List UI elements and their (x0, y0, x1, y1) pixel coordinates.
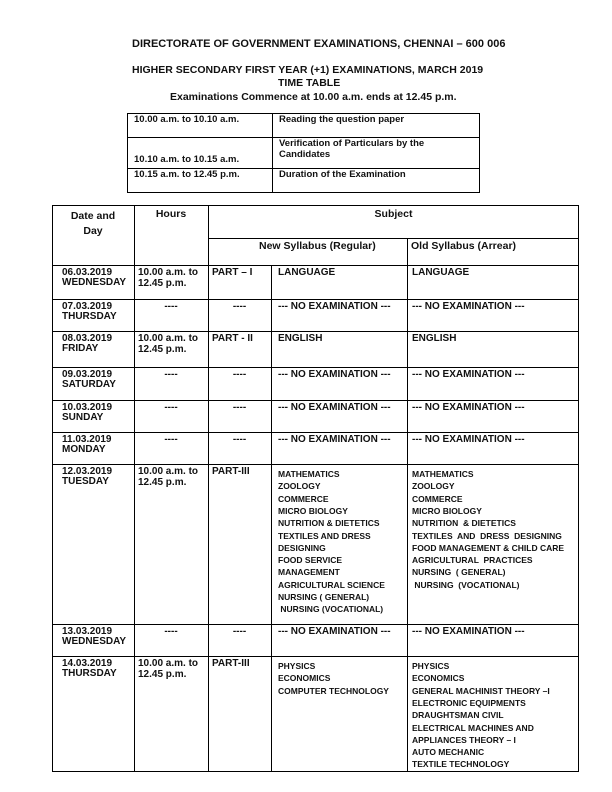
new-subject-item: PHYSICS (278, 661, 316, 671)
row-date: 07.03.2019 (62, 301, 113, 312)
header-hours: Hours (155, 208, 187, 220)
row-old-subject: --- NO EXAMINATION --- (412, 626, 525, 637)
row-part: PART-III (212, 658, 250, 669)
new-subject-item: NUTRITION & DIETETICS (278, 518, 380, 529)
header-title: DIRECTORATE OF GOVERNMENT EXAMINATIONS, CHENNAI – 600 006 (132, 38, 506, 50)
row-old-subject: --- NO EXAMINATION --- (412, 301, 525, 312)
old-subject-item: NUTRITION & DIETETICS (412, 518, 516, 529)
row-day: SUNDAY (62, 412, 104, 423)
timing-time: 10.00 a.m. to 10.10 a.m. (128, 114, 273, 138)
old-subject-item: ECONOMICS (412, 673, 465, 684)
row-date: 13.03.2019 (62, 626, 113, 637)
row-new-subject: --- NO EXAMINATION --- (278, 434, 391, 445)
row-hours: 10.00 a.m. to 12.45 p.m. (138, 267, 199, 289)
row-part: PART – I (212, 267, 253, 278)
row-old-subject: --- NO EXAMINATION --- (412, 369, 525, 380)
new-subject-item: AGRICULTURAL SCIENCE (278, 579, 385, 590)
row-new-subject: LANGUAGE (278, 267, 336, 278)
row-part: ---- (232, 369, 247, 380)
new-subject-item: ZOOLOGY (278, 481, 321, 492)
row-day: WEDNESDAY (62, 636, 127, 647)
old-subject-item: FOOD MANAGEMENT & CHILD CARE (412, 542, 565, 553)
row-part: ---- (232, 434, 247, 445)
row-day: TUESDAY (62, 476, 109, 487)
commence-note: Examinations Commence at 10.00 a.m. ends at 12.45 p.m. (170, 91, 457, 103)
header-date-day: Date and Day (70, 210, 116, 237)
row-part: ---- (232, 402, 247, 413)
row-hours: ---- (164, 626, 178, 637)
row-date: 12.03.2019 (62, 466, 113, 477)
old-subject-item: ZOOLOGY (412, 481, 455, 492)
old-subject-item: TEXTILE TECHNOLOGY (412, 759, 510, 770)
old-subject-item: AGRICULTURAL PRACTICES (412, 555, 533, 566)
row-hours: 10.00 a.m. to 12.45 p.m. (138, 333, 199, 355)
row-day: FRIDAY (62, 343, 99, 354)
row-day: SATURDAY (62, 379, 116, 390)
new-subject-item: NURSING (VOCATIONAL) (278, 604, 384, 615)
row-old-subject: ENGLISH (412, 333, 457, 344)
old-subject-item: NURSING ( GENERAL) (412, 567, 506, 578)
header-subject: Subject (374, 208, 413, 220)
new-subject-item: COMMERCE (278, 493, 329, 504)
new-subject-item: NURSING ( GENERAL) (278, 592, 370, 602)
timing-desc: Duration of the Examination (273, 169, 480, 193)
old-subject-item: COMMERCE (412, 493, 463, 504)
new-subject-item: COMPUTER TECHNOLOGY (278, 685, 389, 696)
old-subject-item: ELECTRONIC EQUIPMENTS (412, 697, 526, 708)
timing-time: 10.10 a.m. to 10.15 a.m. (128, 138, 273, 169)
header-old-syllabus: Old Syllabus (Arrear) (411, 240, 517, 252)
old-subject-item: AUTO MECHANIC (412, 747, 485, 758)
new-subject-item: MANAGEMENT (278, 567, 340, 578)
row-date: 10.03.2019 (62, 402, 113, 413)
row-day: WEDNESDAY (62, 277, 127, 288)
row-day: MONDAY (62, 444, 106, 455)
old-subject-item: ELECTRICAL MACHINES AND (412, 722, 534, 733)
timing-table (127, 113, 480, 193)
row-hours: ---- (164, 434, 178, 445)
timing-desc: Reading the question paper (273, 114, 480, 138)
old-subject-item: PHYSICS (412, 661, 450, 671)
row-old-subject: LANGUAGE (412, 267, 470, 278)
old-subject-item: APPLIANCES THEORY – I (412, 734, 516, 745)
timing-desc: Verification of Particulars by the Candidates (273, 138, 480, 169)
row-date: 09.03.2019 (62, 369, 113, 380)
row-day: THURSDAY (62, 311, 117, 322)
row-date: 14.03.2019 (62, 658, 113, 669)
row-part: ---- (232, 626, 247, 637)
row-new-subject: ENGLISH (278, 333, 323, 344)
row-old-subject: --- NO EXAMINATION --- (412, 402, 525, 413)
row-hours: 10.00 a.m. to 12.45 p.m. (138, 658, 199, 680)
row-hours: 10.00 a.m. to 12.45 p.m. (138, 466, 199, 488)
row-new-subject: --- NO EXAMINATION --- (278, 626, 391, 637)
old-subject-item: NURSING (VOCATIONAL) (412, 579, 520, 590)
exam-title: HIGHER SECONDARY FIRST YEAR (+1) EXAMINATIONS, MARCH 2019 (132, 64, 484, 76)
row-new-subject: --- NO EXAMINATION --- (278, 369, 391, 380)
row-part: ---- (232, 301, 247, 312)
timing-time: 10.15 a.m. to 12.45 p.m. (128, 169, 273, 193)
old-subject-item: TEXTILES AND DRESS DESIGNING (412, 530, 562, 541)
row-hours: ---- (164, 301, 178, 312)
row-new-subject: --- NO EXAMINATION --- (278, 301, 391, 312)
row-date: 08.03.2019 (62, 333, 113, 344)
row-part: PART - II (212, 333, 253, 344)
new-subject-item: DESIGNING (278, 542, 326, 553)
new-subject-item: ECONOMICS (278, 673, 331, 684)
row-new-subject: --- NO EXAMINATION --- (278, 402, 391, 413)
old-subject-item: DRAUGHTSMAN CIVIL (412, 710, 504, 721)
new-subject-item: MATHEMATICS (278, 469, 340, 479)
new-subject-item: FOOD SERVICE (278, 555, 343, 566)
row-hours: ---- (164, 369, 178, 380)
row-day: THURSDAY (62, 668, 117, 679)
time-table-label: TIME TABLE (278, 77, 341, 89)
row-date: 06.03.2019 (62, 267, 113, 278)
row-old-subject: --- NO EXAMINATION --- (412, 434, 525, 445)
new-subject-item: MICRO BIOLOGY (278, 505, 348, 516)
new-subject-item: TEXTILES AND DRESS (278, 530, 371, 541)
old-subject-item: GENERAL MACHINIST THEORY –I (412, 685, 550, 696)
old-subject-item: MICRO BIOLOGY (412, 505, 482, 516)
header-new-syllabus: New Syllabus (Regular) (259, 240, 376, 252)
row-hours: ---- (164, 402, 178, 413)
row-date: 11.03.2019 (62, 434, 112, 445)
row-part: PART-III (212, 466, 250, 477)
old-subject-item: MATHEMATICS (412, 469, 474, 479)
